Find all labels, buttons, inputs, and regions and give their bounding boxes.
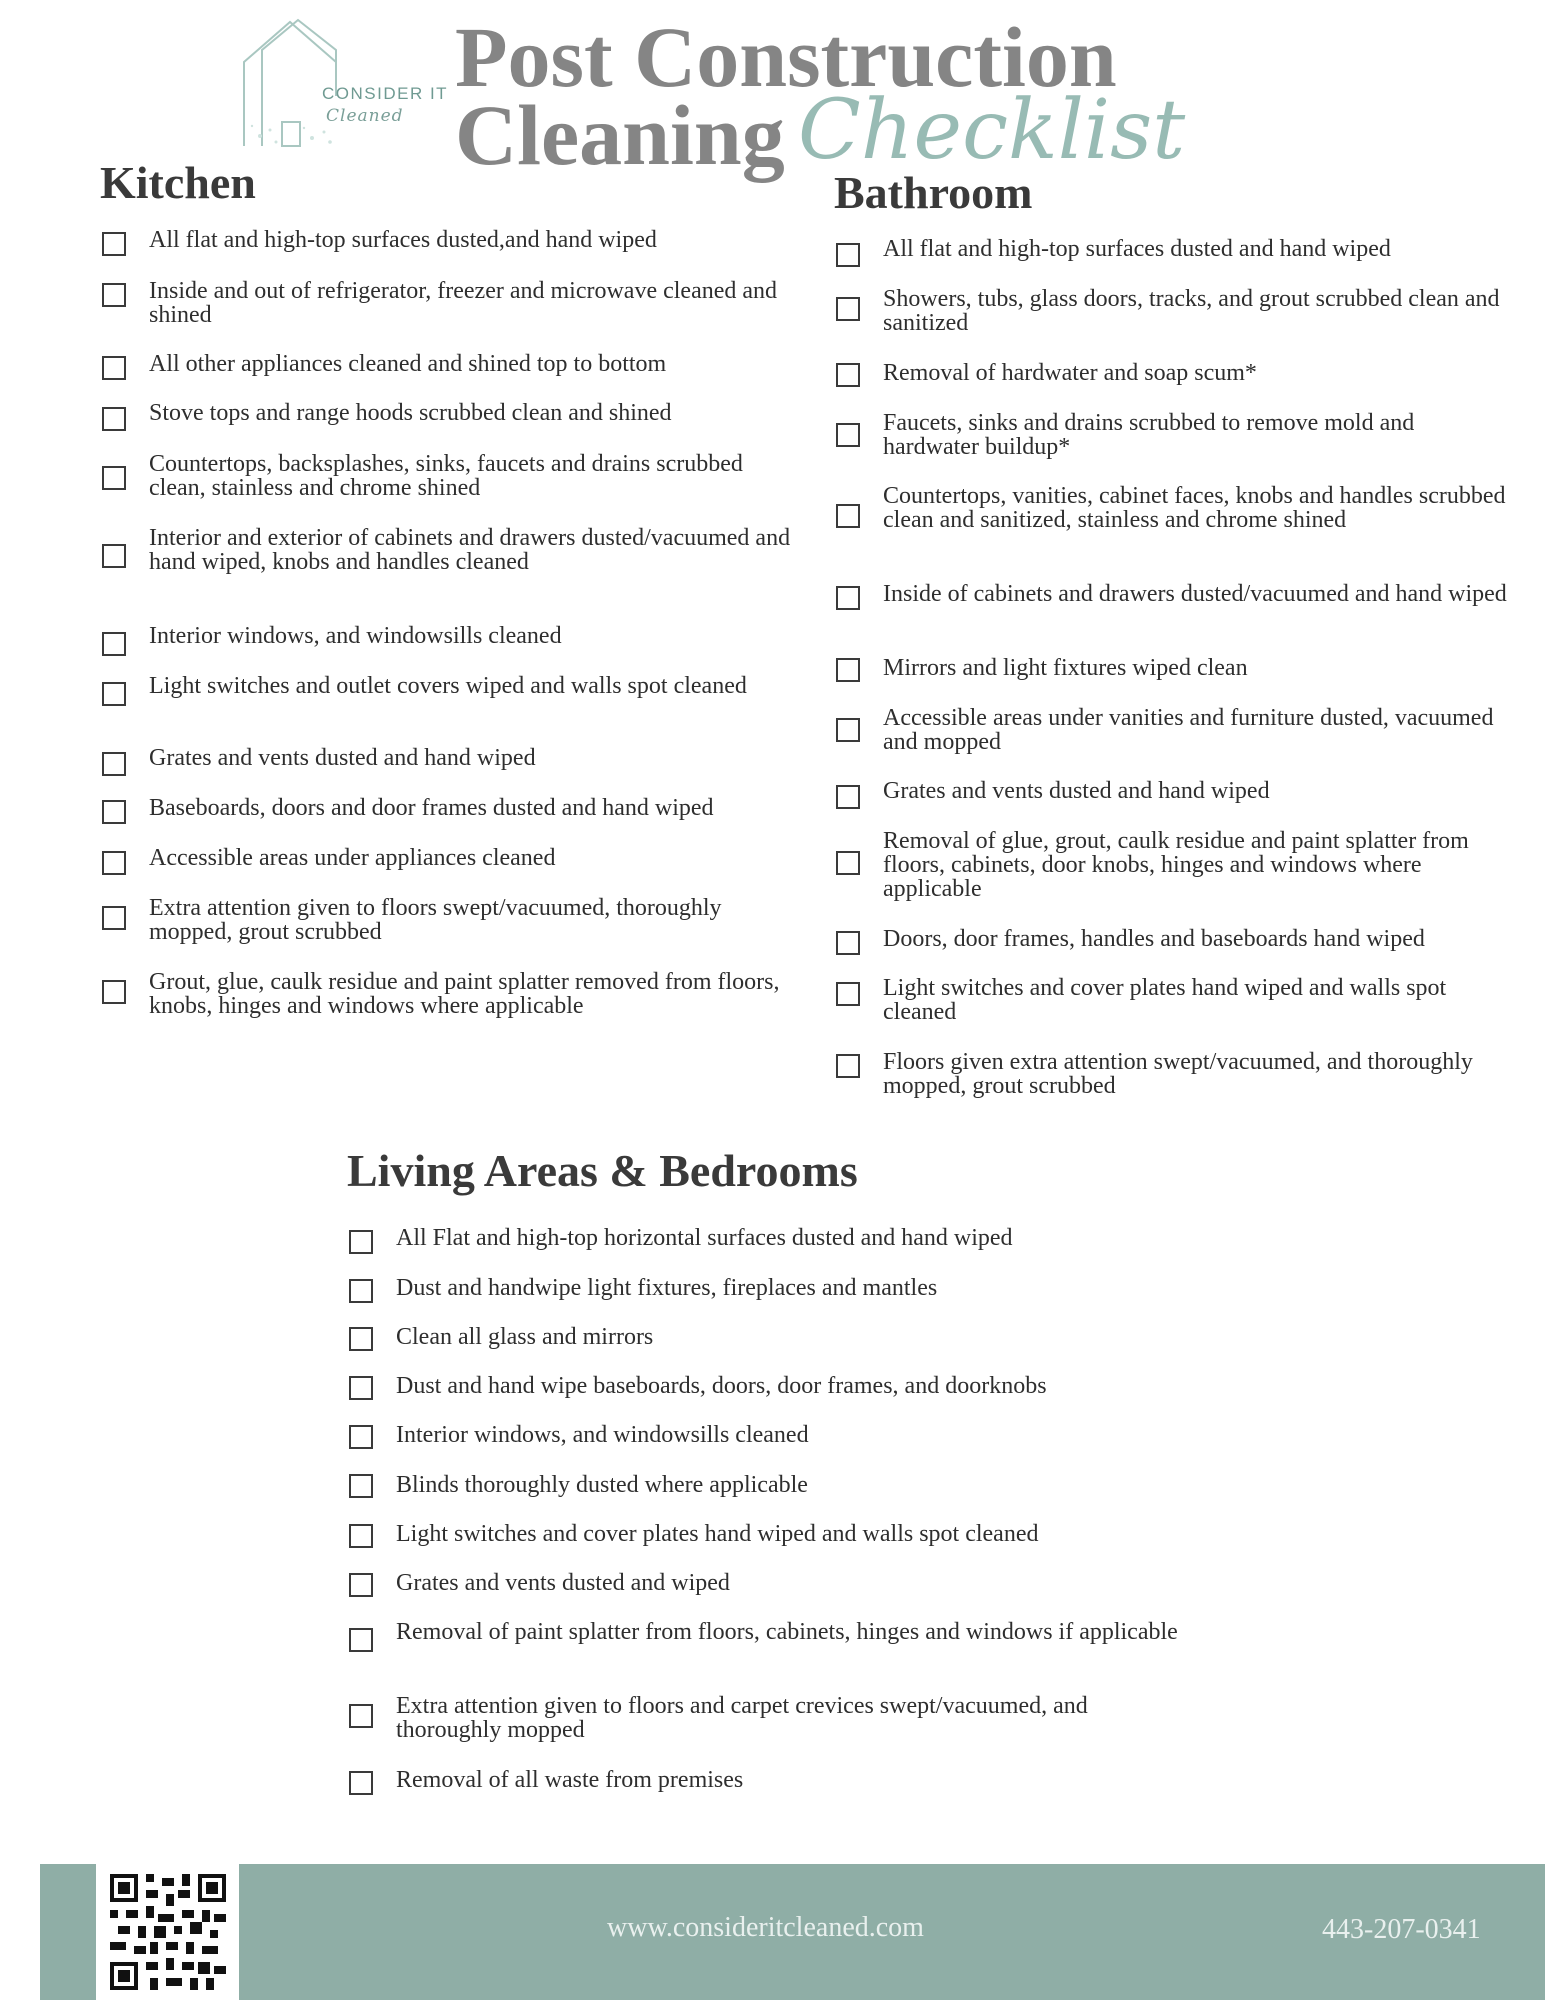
living-item[interactable] — [349, 1423, 1199, 1453]
checkbox[interactable] — [102, 466, 126, 490]
checkbox[interactable] — [349, 1279, 373, 1303]
item-label: Mirrors and light fixtures wiped clean — [883, 655, 1248, 681]
checkbox[interactable] — [102, 752, 126, 776]
living-item[interactable] — [349, 1694, 1199, 1748]
checkbox[interactable] — [102, 851, 126, 875]
item-label: Light switches and cover plates hand wiped and walls spot cleaned — [883, 975, 1447, 1025]
item-label: Blinds thoroughly dusted where applicable — [396, 1472, 808, 1498]
item-label: Showers, tubs, glass doors, tracks, and grout scrubbed clean and sanitized — [883, 286, 1500, 336]
item-label: Dust and handwipe light fixtures, fireplaces and mantles — [396, 1275, 938, 1301]
item-label: Dust and hand wipe baseboards, doors, door frames, and doorknobs — [396, 1373, 1047, 1399]
item-label: Accessible areas under appliances cleaned — [149, 845, 556, 871]
checkbox[interactable] — [349, 1327, 373, 1351]
item-label: Interior and exterior of cabinets and drawers dusted/vacuumed and hand wiped, knobs and handles cleaned — [149, 525, 791, 575]
checkbox[interactable] — [349, 1376, 373, 1400]
checkbox[interactable] — [349, 1573, 373, 1597]
living-item[interactable] — [349, 1620, 1199, 1674]
living-item[interactable] — [349, 1226, 1199, 1256]
qr-code-icon — [110, 1874, 226, 1990]
checkbox[interactable] — [349, 1524, 373, 1548]
item-label: Stove tops and range hoods scrubbed clean and shined — [149, 400, 672, 426]
living-item[interactable] — [349, 1374, 1199, 1404]
checkbox[interactable] — [102, 980, 126, 1004]
item-label: Floors given extra attention swept/vacuumed, and thoroughly mopped, grout scrubbed — [883, 1049, 1473, 1099]
brand-name: CONSIDER IT — [322, 84, 449, 103]
item-label: Grates and vents dusted and hand wiped — [149, 745, 536, 771]
page-title-line2: Cleaning — [455, 87, 785, 183]
living-checklist — [349, 0, 1199, 1820]
item-label: All Flat and high-top horizontal surfaces dusted and hand wiped — [396, 1225, 1013, 1251]
item-label: Grout, glue, caulk residue and paint splatter removed from floors, knobs, hinges and windows where applicable — [149, 969, 780, 1019]
checkbox[interactable] — [349, 1628, 373, 1652]
checkbox[interactable] — [102, 632, 126, 656]
item-label: Countertops, backsplashes, sinks, faucets and drains scrubbed clean, stainless and chrome shined — [149, 451, 743, 501]
living-item[interactable] — [349, 1571, 1199, 1601]
living-item[interactable] — [349, 1473, 1199, 1503]
website-link[interactable]: www.consideritcleaned.com — [607, 1912, 924, 1943]
checkbox[interactable] — [102, 407, 126, 431]
living-item[interactable] — [349, 1325, 1199, 1355]
living-heading: Living Areas & Bedrooms — [347, 1145, 858, 1196]
item-label: Light switches and cover plates hand wiped and walls spot cleaned — [396, 1521, 1039, 1547]
item-label: Interior windows, and windowsills cleaned — [396, 1422, 809, 1448]
checkbox[interactable] — [102, 283, 126, 307]
checkbox[interactable] — [102, 800, 126, 824]
qr-code — [96, 1864, 239, 2000]
item-label: Grates and vents dusted and hand wiped — [883, 778, 1270, 804]
living-item[interactable] — [349, 1522, 1199, 1552]
checkbox[interactable] — [349, 1704, 373, 1728]
item-label: All flat and high-top surfaces dusted,and hand wiped — [149, 227, 657, 253]
item-label: All other appliances cleaned and shined top to bottom — [149, 351, 667, 377]
checkbox[interactable] — [349, 1474, 373, 1498]
item-label: Removal of paint splatter from floors, cabinets, hinges and windows if applicable — [396, 1619, 1178, 1645]
item-label: Removal of hardwater and soap scum* — [883, 360, 1257, 386]
checkbox[interactable] — [349, 1425, 373, 1449]
item-label: All flat and high-top surfaces dusted and hand wiped — [883, 236, 1391, 262]
item-label: Extra attention given to floors swept/vacuumed, thoroughly mopped, grout scrubbed — [149, 895, 722, 945]
living-item[interactable] — [349, 1276, 1199, 1306]
kitchen-heading: Kitchen — [100, 157, 256, 208]
phone-number[interactable]: 443-207-0341 — [1322, 1914, 1481, 1945]
item-label: Grates and vents dusted and wiped — [396, 1570, 730, 1596]
checkbox[interactable] — [102, 906, 126, 930]
item-label: Light switches and outlet covers wiped and walls spot cleaned — [149, 673, 747, 699]
item-label: Countertops, vanities, cabinet faces, knobs and handles scrubbed clean and sanitized, stainless and chrome shined — [883, 483, 1506, 533]
item-label: Removal of glue, grout, caulk residue and paint splatter from floors, cabinets, door knobs, hinges and windows where applicable — [883, 828, 1469, 902]
page-title-line1: Post Construction — [455, 9, 1117, 105]
page-title-script: Checklist — [798, 83, 1186, 178]
checkbox[interactable] — [349, 1771, 373, 1795]
checkbox[interactable] — [102, 232, 126, 256]
brand-tagline: Cleaned — [326, 106, 404, 126]
item-label: Baseboards, doors and door frames dusted and hand wiped — [149, 795, 714, 821]
bathroom-heading: Bathroom — [834, 167, 1033, 218]
checkbox[interactable] — [349, 1230, 373, 1254]
item-label: Inside of cabinets and drawers dusted/vacuumed and hand wiped — [883, 581, 1507, 607]
item-label: Doors, door frames, handles and baseboards hand wiped — [883, 926, 1425, 952]
item-label: Clean all glass and mirrors — [396, 1324, 654, 1350]
item-label: Extra attention given to floors and carpet crevices swept/vacuumed, and thoroughly mopped — [396, 1693, 1088, 1743]
item-label: Interior windows, and windowsills cleaned — [149, 623, 562, 649]
item-label: Faucets, sinks and drains scrubbed to remove mold and hardwater buildup* — [883, 410, 1415, 460]
checkbox[interactable] — [102, 544, 126, 568]
item-label: Inside and out of refrigerator, freezer and microwave cleaned and shined — [149, 278, 778, 328]
item-label: Accessible areas under vanities and furniture dusted, vacuumed and mopped — [883, 705, 1494, 755]
item-label: Removal of all waste from premises — [396, 1767, 744, 1793]
living-item[interactable] — [349, 1768, 1199, 1798]
checkbox[interactable] — [102, 356, 126, 380]
checkbox[interactable] — [102, 682, 126, 706]
